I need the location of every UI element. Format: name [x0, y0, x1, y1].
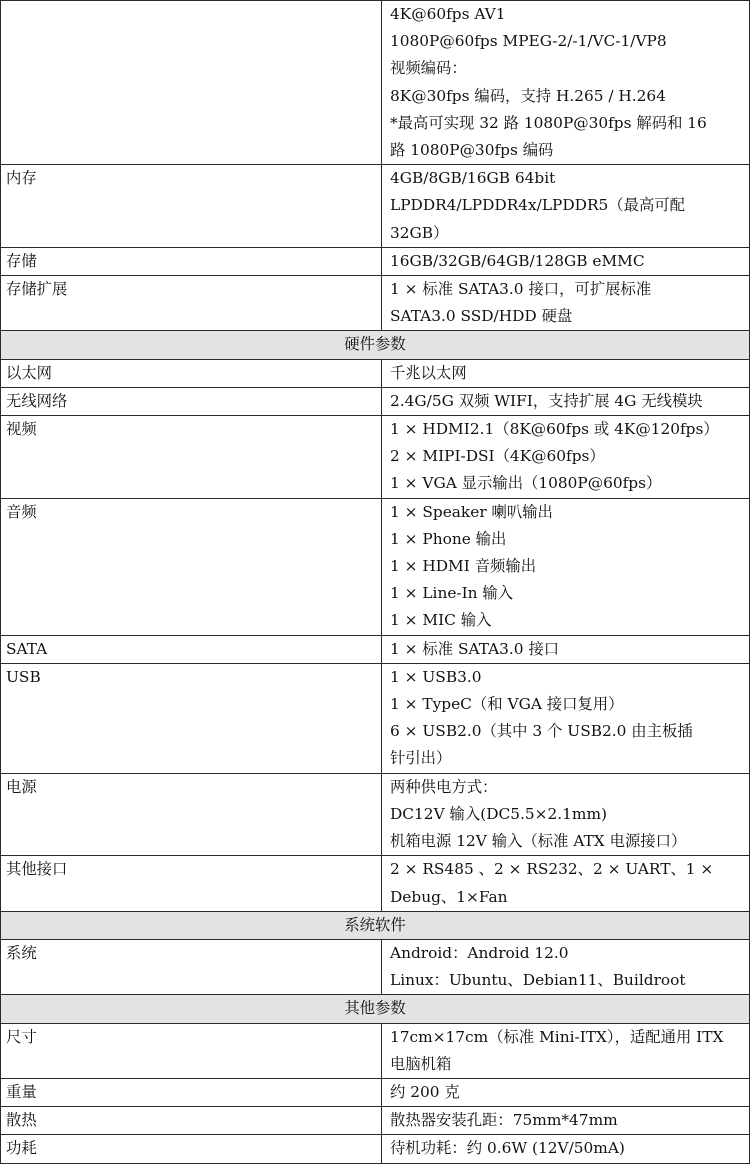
- spec-table-body: [1, 1, 750, 1164]
- spec-value-line: 8K@30fps 编码，支持 H.265 / H.264: [390, 86, 666, 105]
- spec-value-line: 1 × HDMI 音频输出: [390, 557, 537, 576]
- spec-row: [1, 387, 750, 415]
- spec-label: 存储扩展: [1, 276, 382, 331]
- spec-row: [1, 498, 750, 635]
- spec-value: [382, 387, 750, 415]
- spec-value-line: *最高可实现 32 路 1080P@30fps 解码和 16: [390, 113, 707, 132]
- spec-label: 重量: [1, 1078, 382, 1106]
- spec-value-line: 1 × TypeC（和 VGA 接口复用）: [390, 695, 624, 714]
- spec-value-line: 视频编码：: [390, 59, 467, 78]
- spec-value-line: 电脑机箱: [390, 1054, 452, 1073]
- spec-label: 尺寸: [1, 1023, 382, 1078]
- spec-value-line: 2 × RS485 、2 × RS232、2 × UART、1 ×: [390, 860, 714, 879]
- spec-value-line: 2.4G/5G 双频 WIFI，支持扩展 4G 无线模块: [390, 391, 703, 410]
- spec-value-line: DC12V 输入(DC5.5×2.1mm): [390, 804, 607, 823]
- spec-value-line: 17cm×17cm（标准 Mini-ITX），适配通用 ITX: [390, 1027, 724, 1046]
- spec-value: [382, 1135, 750, 1163]
- spec-label: 电源: [1, 773, 382, 856]
- spec-value-line: 路 1080P@30fps 编码: [390, 141, 554, 160]
- spec-label: [1, 1, 382, 165]
- spec-value: [382, 498, 750, 635]
- spec-value-line: 1 × USB3.0: [390, 667, 482, 686]
- spec-label: 系统: [1, 939, 382, 994]
- spec-label: 功耗: [1, 1135, 382, 1163]
- spec-row: [1, 1107, 750, 1135]
- section-header-row: [1, 911, 750, 939]
- spec-value-line: 1 × 标准 SATA3.0 接口，可扩展标准: [390, 280, 652, 299]
- spec-value-line: 1 × Line-In 输入: [390, 584, 514, 603]
- spec-value: [382, 663, 750, 773]
- spec-row: [1, 416, 750, 499]
- spec-value: [382, 359, 750, 387]
- spec-row: [1, 1078, 750, 1106]
- spec-value-line: 1 × Phone 输出: [390, 529, 507, 548]
- spec-value-line: 4K@60fps AV1: [390, 5, 506, 23]
- spec-value: [382, 1023, 750, 1078]
- section-header-row: [1, 331, 750, 359]
- spec-label: USB: [1, 663, 382, 773]
- spec-value: [382, 276, 750, 331]
- spec-value-line: LPDDR4/LPDDR4x/LPDDR5（最高可配: [390, 196, 686, 215]
- spec-value-line: 32GB）: [390, 223, 449, 242]
- spec-value-line: 2 × MIPI-DSI（4K@60fps）: [390, 447, 605, 466]
- spec-row: [1, 939, 750, 994]
- spec-row: [1, 635, 750, 663]
- spec-label: SATA: [1, 635, 382, 663]
- spec-label: 散热: [1, 1107, 382, 1135]
- spec-value-line: SATA3.0 SSD/HDD 硬盘: [390, 307, 573, 326]
- spec-row: [1, 663, 750, 773]
- spec-row: [1, 359, 750, 387]
- spec-label: 无线网络: [1, 387, 382, 415]
- spec-value: [382, 939, 750, 994]
- spec-value-line: 散热器安装孔距：75mm*47mm: [390, 1111, 618, 1130]
- section-header: 硬件参数: [1, 331, 750, 359]
- spec-value-line: 6 × USB2.0（其中 3 个 USB2.0 由主板插: [390, 722, 693, 741]
- spec-value: [382, 1, 750, 165]
- spec-value: [382, 1107, 750, 1135]
- spec-value-line: 4GB/8GB/16GB 64bit: [390, 169, 556, 188]
- spec-label: 其他接口: [1, 856, 382, 911]
- spec-value-line: Android：Android 12.0: [390, 943, 569, 962]
- spec-value-line: 1080P@60fps MPEG-2/-1/VC-1/VP8: [390, 32, 667, 51]
- spec-row: [1, 1, 750, 165]
- spec-value: [382, 247, 750, 275]
- spec-row: [1, 856, 750, 911]
- spec-value: [382, 856, 750, 911]
- spec-label: 音频: [1, 498, 382, 635]
- spec-value-line: 1 × 标准 SATA3.0 接口: [390, 639, 560, 658]
- spec-value-line: 针引出）: [390, 749, 452, 768]
- spec-value: [382, 165, 750, 248]
- spec-row: [1, 165, 750, 248]
- spec-row: [1, 1135, 750, 1163]
- spec-label: 存储: [1, 247, 382, 275]
- spec-value-line: 千兆以太网: [390, 363, 467, 382]
- spec-value-line: 16GB/32GB/64GB/128GB eMMC: [390, 251, 645, 270]
- spec-value-line: Debug、1×Fan: [390, 887, 508, 906]
- spec-row: [1, 247, 750, 275]
- spec-value: [382, 773, 750, 856]
- spec-value: [382, 1078, 750, 1106]
- section-header: 系统软件: [1, 911, 750, 939]
- spec-row: [1, 773, 750, 856]
- spec-label: 以太网: [1, 359, 382, 387]
- spec-row: [1, 276, 750, 331]
- spec-value-line: 机箱电源 12V 输入（标准 ATX 电源接口）: [390, 832, 687, 851]
- section-header-row: [1, 995, 750, 1023]
- spec-value-line: 约 200 克: [390, 1082, 460, 1101]
- spec-value: [382, 416, 750, 499]
- section-header: 其他参数: [1, 995, 750, 1023]
- spec-row: [1, 1023, 750, 1078]
- spec-label: 视频: [1, 416, 382, 499]
- spec-value: [382, 635, 750, 663]
- spec-value-line: 1 × Speaker 喇叭输出: [390, 502, 553, 521]
- spec-value-line: 1 × VGA 显示输出（1080P@60fps）: [390, 474, 662, 493]
- spec-value-line: 1 × MIC 输入: [390, 611, 492, 630]
- spec-value-line: 两种供电方式：: [390, 777, 498, 796]
- spec-value-line: 1 × HDMI2.1（8K@60fps 或 4K@120fps）: [390, 420, 719, 439]
- spec-label: 内存: [1, 165, 382, 248]
- spec-value-line: 待机功耗：约 0.6W (12V/50mA): [390, 1139, 625, 1158]
- spec-value-line: Linux：Ubuntu、Debian11、Buildroot: [390, 971, 686, 990]
